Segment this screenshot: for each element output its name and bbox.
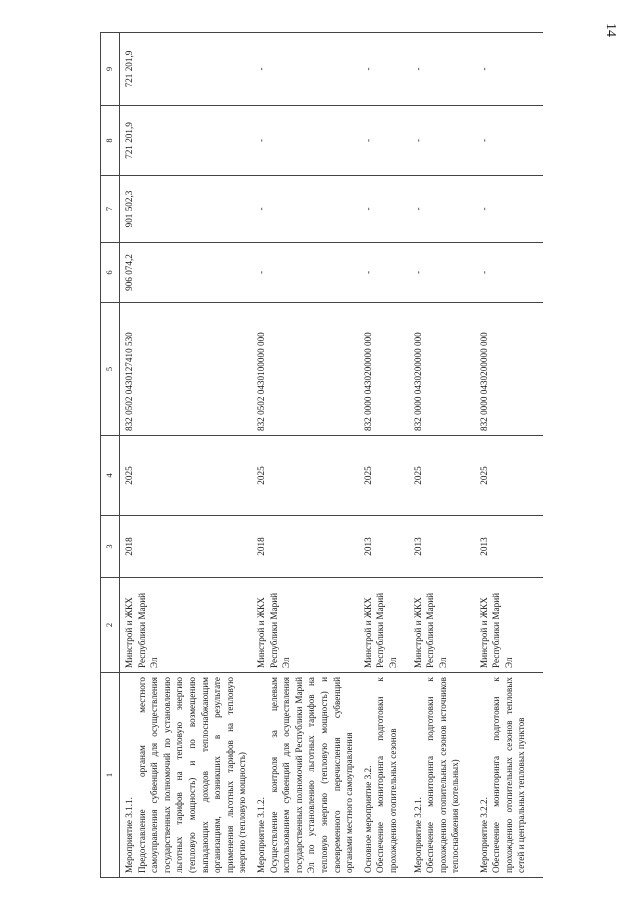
- value-cell-7: 901 502,3: [120, 176, 252, 243]
- measure-text: Обеспечение мониторинга подготовки к прохождению отопительных сезонов тепловых сетей и центральных тепловых пунктов: [491, 677, 527, 873]
- executor-cell: Минстрой и ЖКХ Республики Марий Эл: [252, 578, 359, 673]
- end-year-cell: 2025: [475, 436, 543, 516]
- executor-cell: Минстрой и ЖКХ Республики Марий Эл: [120, 578, 252, 673]
- value-cell-6: 906 074,2: [120, 243, 252, 303]
- measure-title: Мероприятие 3.1.1.: [124, 797, 134, 873]
- column-header-3: 3: [101, 516, 120, 578]
- budget-code-cell: 832 0502 0430100000 000: [252, 303, 359, 436]
- column-header-1: 1: [101, 673, 120, 878]
- start-year-cell: 2013: [475, 516, 543, 578]
- table-row: [409, 33, 475, 878]
- table-row: [475, 33, 543, 878]
- table-row: [359, 33, 409, 878]
- budget-code-cell: 832 0000 0430200000 000: [409, 303, 475, 436]
- value-cell-9: -: [252, 33, 359, 106]
- budget-code-cell: 832 0000 0430200000 000: [475, 303, 543, 436]
- measure-text: Обеспечение мониторинга подготовки к прохождению отопительных сезонов источников теплоснабжения (котельных): [425, 677, 461, 873]
- measure-text: Обеспечение мониторинга подготовки к прохождению отопительных сезонов: [375, 677, 398, 873]
- rotated-page: [100, 33, 535, 878]
- value-cell-7: -: [252, 176, 359, 243]
- value-cell-8: 721 201,9: [120, 106, 252, 176]
- column-header-7: 7: [101, 176, 120, 243]
- column-header-6: 6: [101, 243, 120, 303]
- measure-title: Основное мероприятие 3.2.: [362, 765, 373, 873]
- measure-title: Мероприятие 3.2.2.: [478, 797, 489, 873]
- value-cell-7: -: [359, 176, 409, 243]
- value-cell-7: -: [475, 176, 543, 243]
- program-measures-table: [100, 32, 543, 878]
- measure-cell: [475, 673, 543, 878]
- column-header-5: 5: [101, 303, 120, 436]
- start-year-cell: 2018: [252, 516, 359, 578]
- column-header-2: 2: [101, 578, 120, 673]
- value-cell-6: -: [409, 243, 475, 303]
- start-year-cell: 2013: [409, 516, 475, 578]
- value-cell-8: -: [475, 106, 543, 176]
- table-row: [252, 33, 359, 878]
- measure-text: Предоставление органам местного самоуправления субвенций для осуществления государственных полномочий по установлению льготных тарифов на тепловую энергию (тепловую мощность) и по возмещению выпадающих доходов теплоснабжающим организациям, возникших в результате применения льготных тарифов на тепловую энергию (тепловую мощность): [136, 677, 248, 873]
- value-cell-9: -: [475, 33, 543, 106]
- measure-title: Мероприятие 3.2.1.: [412, 797, 423, 873]
- value-cell-8: -: [409, 106, 475, 176]
- end-year-cell: 2025: [120, 436, 252, 516]
- value-cell-6: -: [252, 243, 359, 303]
- measure-cell: [409, 673, 475, 878]
- value-cell-6: -: [475, 243, 543, 303]
- measure-cell: [359, 673, 409, 878]
- executor-cell: Минстрой и ЖКХ Республики Марий Эл: [409, 578, 475, 673]
- table-header: [101, 33, 120, 878]
- column-header-4: 4: [101, 436, 120, 516]
- value-cell-9: -: [409, 33, 475, 106]
- table-body: [120, 33, 543, 878]
- table-row: [120, 33, 252, 878]
- budget-code-cell: 832 0000 0430200000 000: [359, 303, 409, 436]
- value-cell-8: -: [359, 106, 409, 176]
- value-cell-8: -: [252, 106, 359, 176]
- value-cell-6: -: [359, 243, 409, 303]
- end-year-cell: 2025: [359, 436, 409, 516]
- column-header-9: 9: [101, 33, 120, 106]
- value-cell-7: -: [409, 176, 475, 243]
- column-header-8: 8: [101, 106, 120, 176]
- start-year-cell: 2013: [359, 516, 409, 578]
- measure-title: Мероприятие 3.1.2.: [255, 797, 266, 873]
- budget-code-cell: 832 0502 0430127410 530: [120, 303, 252, 436]
- value-cell-9: -: [359, 33, 409, 106]
- header-row: [101, 33, 120, 878]
- measure-cell: [120, 673, 252, 878]
- end-year-cell: 2025: [252, 436, 359, 516]
- measure-cell: [252, 673, 359, 878]
- value-cell-9: 721 201,9: [120, 33, 252, 106]
- page-number: 14: [603, 23, 618, 37]
- end-year-cell: 2025: [409, 436, 475, 516]
- executor-cell: Минстрой и ЖКХ Республики Марий Эл: [475, 578, 543, 673]
- measure-text: Осуществление контроля за целевым использованием субвенций для осуществления государственных полномочий Республики Марий Эл по установлению льготных тарифов на тепловую энергию (тепловую мощность) и своевременного перечисления субвенций органами местного самоуправления: [268, 677, 355, 873]
- executor-cell: Минстрой и ЖКХ Республики Марий Эл: [359, 578, 409, 673]
- start-year-cell: 2018: [120, 516, 252, 578]
